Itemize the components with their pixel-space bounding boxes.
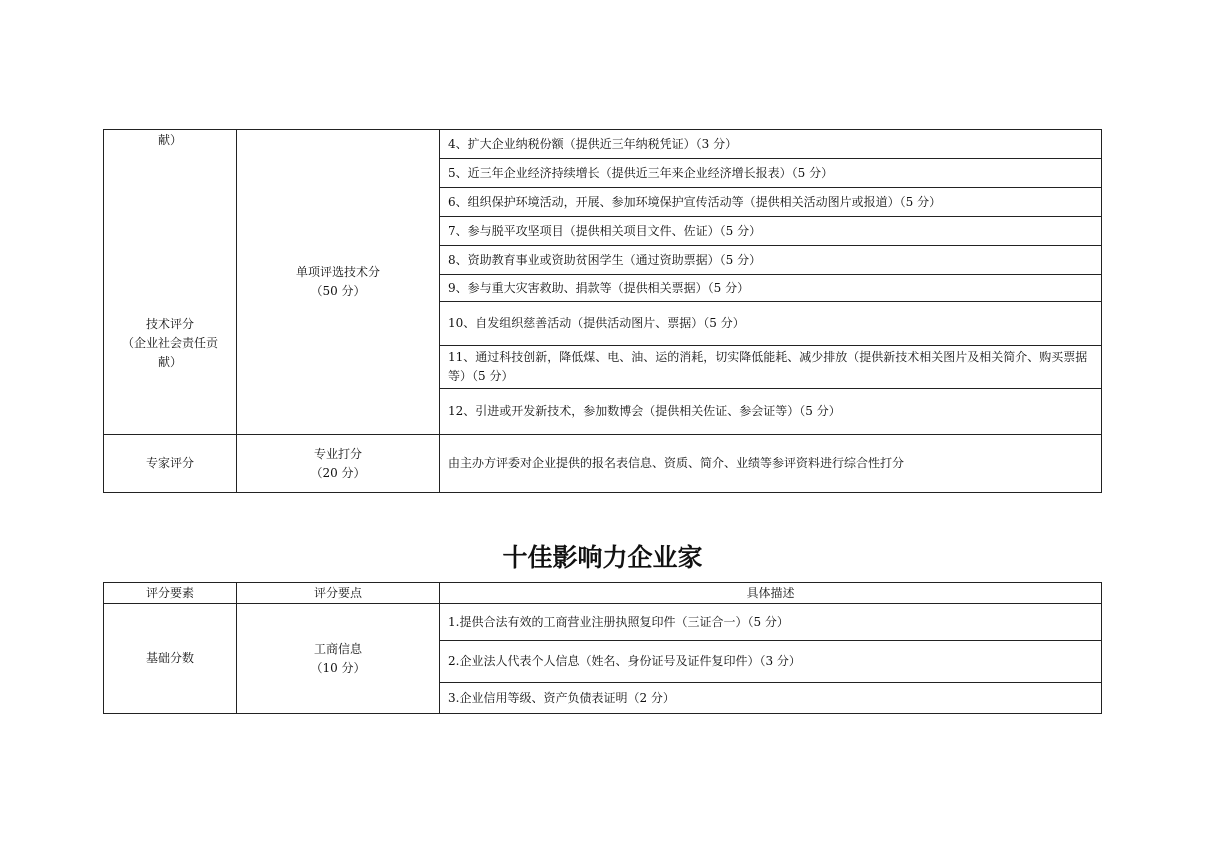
business-info-title: 工商信息: [313, 641, 362, 656]
criteria-row: 10、自发组织慈善活动（提供活动图片、票据）（5 分）: [440, 302, 1102, 346]
category-cell-basic: 基础分数: [104, 604, 237, 714]
criteria-row: 3.企业信用等级、资产负债表证明（2 分）: [440, 683, 1102, 714]
category-subtitle-line1: （企业社会责任贡: [121, 336, 218, 350]
category-label-technical: [104, 315, 236, 372]
category-cell-expert: 专家评分: [104, 435, 237, 493]
expert-point-score: （20 分）: [310, 465, 366, 480]
category-subtitle-line2: 献）: [157, 355, 182, 369]
scoring-point-cell-technical: [237, 130, 440, 435]
header-scoring-point: 评分要点: [237, 583, 440, 604]
header-scoring-element: 评分要素: [104, 583, 237, 604]
expert-description: 由主办方评委对企业提供的报名表信息、资质、简介、业绩等参评资料进行综合性打分: [440, 435, 1102, 493]
scoring-table-technical: [103, 129, 1102, 493]
criteria-row: 7、参与脱平攻坚项目（提供相关项目文件、佐证）（5 分）: [440, 217, 1102, 246]
criteria-row: 11、通过科技创新，降低煤、电、油、运的消耗，切实降低能耗、减少排放（提供新技术相关图片及相关简介、购买票据等）（5 分）: [440, 346, 1102, 389]
scoring-point-cell-business-info: [237, 604, 440, 714]
business-info-score: （10 分）: [310, 660, 366, 675]
category-title: 技术评分: [145, 317, 194, 331]
category-cell-technical: [104, 130, 237, 435]
section-title: 十佳影响力企业家: [502, 543, 703, 572]
scoring-point-score: （50 分）: [310, 284, 366, 298]
scoring-point-title: 单项评选技术分: [295, 265, 380, 279]
criteria-row: 4、扩大企业纳税份额（提供近三年纳税凭证）（3 分）: [440, 130, 1102, 159]
expert-point-title: 专业打分: [313, 446, 362, 461]
scoring-table-entrepreneur: [103, 582, 1102, 714]
criteria-row: 9、参与重大灾害救助、捐款等（提供相关票据）（5 分）: [440, 275, 1102, 302]
header-description: 具体描述: [440, 583, 1102, 604]
scoring-point-cell-expert: [237, 435, 440, 493]
criteria-row: 8、资助教育事业或资助贫困学生（通过资助票据）（5 分）: [440, 246, 1102, 275]
category-continued-fragment: 献）: [157, 133, 182, 147]
criteria-row: 12、引进或开发新技术，参加数博会（提供相关佐证、参会证等）（5 分）: [440, 389, 1102, 435]
criteria-row: 2.企业法人代表个人信息（姓名、身份证号及证件复印件）（3 分）: [440, 641, 1102, 683]
criteria-row: 5、近三年企业经济持续增长（提供近三年来企业经济增长报表）（5 分）: [440, 159, 1102, 188]
criteria-row: 1.提供合法有效的工商营业注册执照复印件（三证合一）（5 分）: [440, 604, 1102, 641]
criteria-row: 6、组织保护环境活动，开展、参加环境保护宣传活动等（提供相关活动图片或报道）（5 分）: [440, 188, 1102, 217]
